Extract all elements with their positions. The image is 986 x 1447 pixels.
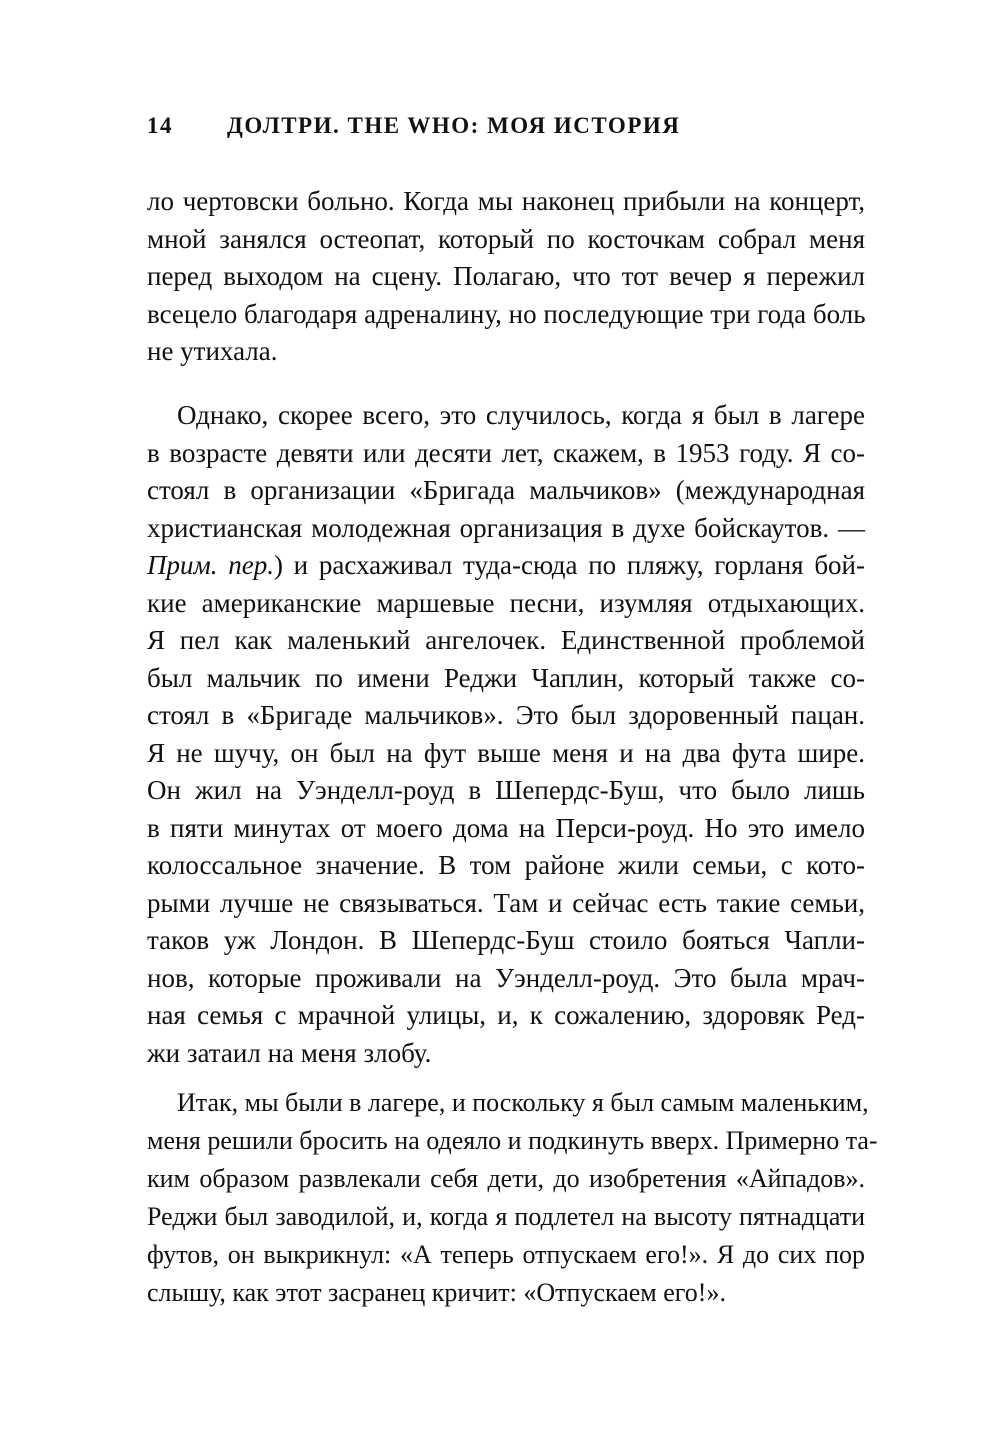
text-line: Реджи был заводилой, и, когда я подлетел на высоту пятнадцати bbox=[147, 1202, 865, 1231]
text-fragment: ) и расхаживал туда-сюда по пляжу, горланя бой- bbox=[273, 550, 865, 580]
text-line: христианская молодежная организация в духе бойскаутов. — bbox=[147, 512, 865, 543]
text-line: был мальчик по имени Реджи Чаплин, который также со- bbox=[147, 662, 865, 693]
text-line: в возрасте девяти или десяти лет, скажем, в 1953 году. Я со- bbox=[147, 437, 865, 468]
text-line: нов, которые проживали на Уэнделл-роуд. Это была мрач- bbox=[147, 962, 865, 993]
text-line: таков уж Лондон. В Шепердс-Буш стоило бояться Чапли- bbox=[147, 925, 865, 955]
text-line-with-note bbox=[147, 547, 865, 585]
text-line: в пяти минутах от моего дома на Перси-роуд. Но это имело bbox=[147, 812, 865, 843]
text-line: Он жил на Уэнделл-роуд в Шепердс-Буш, что было лишь bbox=[147, 775, 865, 805]
text-line: меня решили бросить на одеяло и подкинуть вверх. Примерно та- bbox=[147, 1126, 878, 1155]
text-line: жи затаил на меня злобу. bbox=[147, 1037, 432, 1068]
paragraph-2 bbox=[147, 397, 865, 1072]
text-line: стоял в организации «Бригада мальчиков» (международная bbox=[147, 475, 865, 505]
text-line: ким образом развлекали себя дети, до изобретения «Айпадов». bbox=[147, 1164, 865, 1193]
paragraph-1 bbox=[147, 183, 865, 371]
text-line: кие американские маршевые песни, изумляя отдыхающих. bbox=[147, 587, 865, 618]
text-line: Однако, скорее всего, это случилось, когда я был в лагере bbox=[177, 400, 865, 430]
text-line: слышу, как этот засранец кричит: «Отпускаем его!». bbox=[147, 1278, 726, 1307]
text-line: ная семья с мрачной улицы, и, к сожалению, здоровяк Ред- bbox=[147, 1000, 865, 1030]
translator-note: Прим. пер. bbox=[147, 550, 274, 580]
paragraph-3 bbox=[147, 1084, 878, 1312]
text-line: футов, он выкрикнул: «А теперь отпускаем его!». Я до сих пор bbox=[147, 1240, 865, 1269]
running-head bbox=[147, 113, 680, 139]
text-line: Я не шучу, он был на фут выше меня и на два фута шире. bbox=[147, 737, 865, 768]
text-line: стоял в «Бригаде мальчиков». Это был здоровенный пацан. bbox=[147, 700, 865, 730]
book-title: ДОЛТРИ. THE WHO: МОЯ ИСТОРИЯ bbox=[227, 113, 681, 138]
text-line: мной занялся остеопат, который по косточкам собрал меня bbox=[147, 223, 865, 254]
text-line: всецело благодаря адреналину, но последующие три года боль bbox=[147, 298, 866, 329]
text-line: ло чертовски больно. Когда мы наконец прибыли на концерт, bbox=[147, 186, 865, 216]
text-line: колоссальное значение. В том районе жили семьи, с кото- bbox=[147, 850, 865, 880]
page-number: 14 bbox=[147, 113, 173, 138]
text-line: Итак, мы были в лагере, и поскольку я был самым маленьким, bbox=[177, 1088, 869, 1117]
text-line: перед выходом на сцену. Полагаю, что тот вечер я пережил bbox=[147, 261, 865, 291]
text-line: Я пел как маленький ангелочек. Единственной проблемой bbox=[147, 625, 865, 655]
text-line: не утихала. bbox=[147, 336, 278, 366]
text-line: рыми лучше не связываться. Там и сейчас есть такие семьи, bbox=[147, 887, 865, 918]
